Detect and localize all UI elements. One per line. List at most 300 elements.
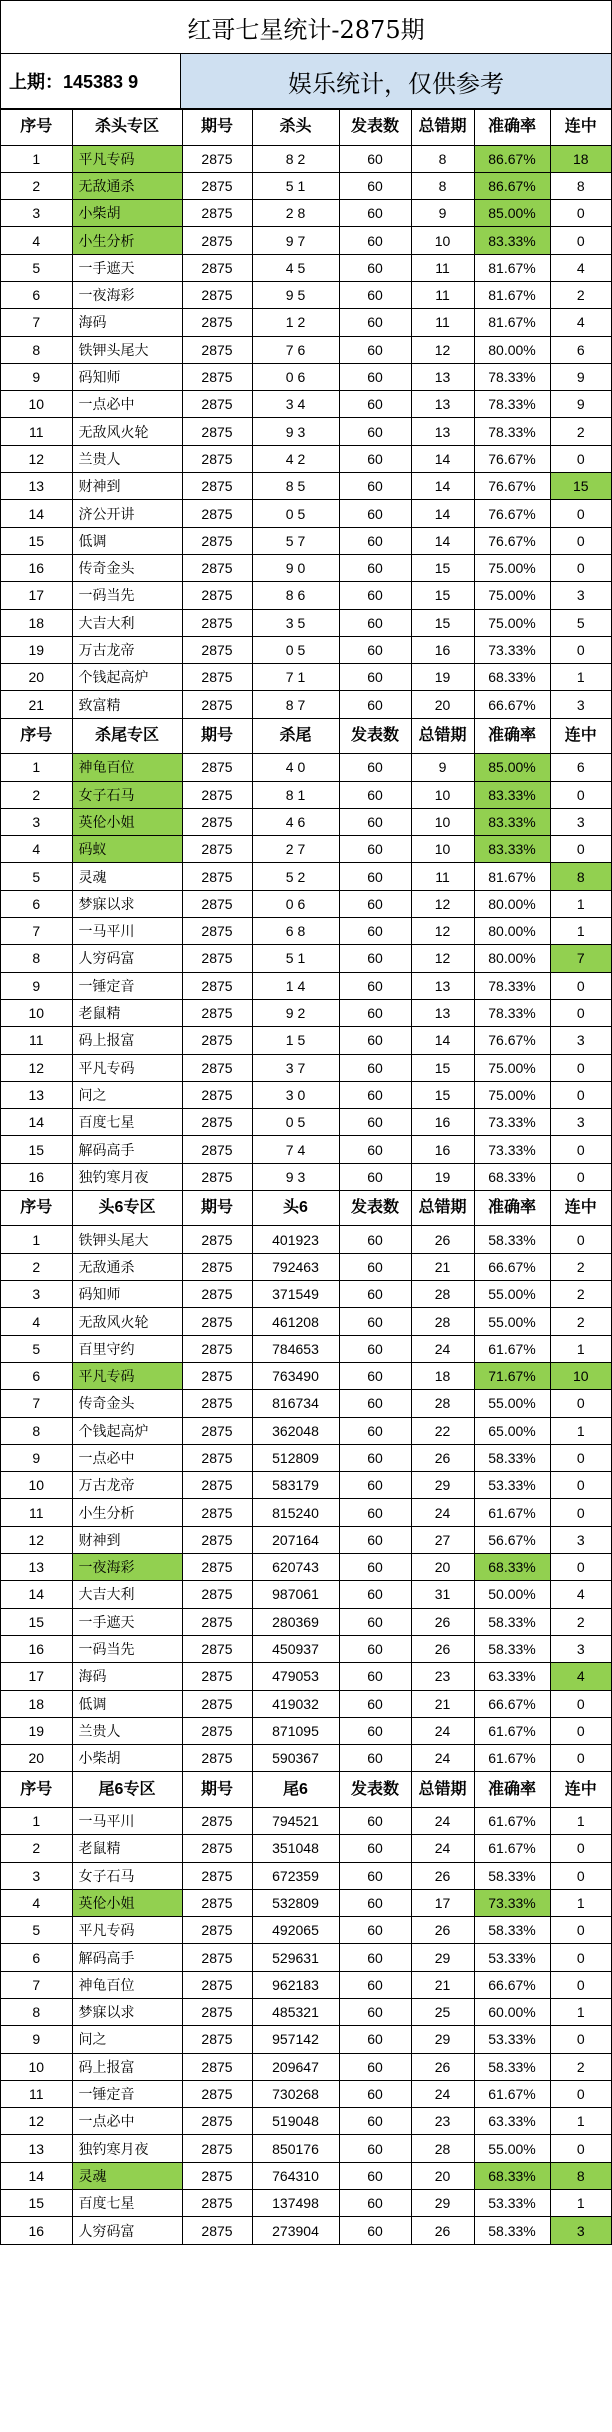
table-row	[1, 391, 611, 418]
table-row	[1, 1390, 611, 1417]
rank-cell: 10	[1, 1472, 72, 1499]
expert-name-cell: 一夜海彩	[72, 1554, 182, 1581]
miss-count-cell: 14	[411, 500, 474, 527]
column-header-period: 期号	[182, 1190, 252, 1226]
rank-cell: 12	[1, 2108, 72, 2135]
expert-name-cell: 一夜海彩	[72, 281, 182, 308]
accuracy-cell: 66.67%	[474, 691, 550, 718]
miss-count-cell: 16	[411, 1136, 474, 1163]
rank-cell: 6	[1, 890, 72, 917]
table-row	[1, 1081, 611, 1108]
rank-cell: 2	[1, 172, 72, 199]
expert-name-cell: 码知师	[72, 1281, 182, 1308]
pick-cell: 0 5	[252, 500, 339, 527]
stats-table-body	[1, 110, 611, 2245]
expert-name-cell: 大吉大利	[72, 609, 182, 636]
miss-count-cell: 12	[411, 918, 474, 945]
post-count-cell: 60	[339, 1835, 411, 1862]
pick-cell: 957142	[252, 2026, 339, 2053]
table-row	[1, 1136, 611, 1163]
miss-count-cell: 26	[411, 1608, 474, 1635]
table-row	[1, 609, 611, 636]
post-count-cell: 60	[339, 391, 411, 418]
table-row	[1, 1690, 611, 1717]
period-cell: 2875	[182, 808, 252, 835]
post-count-cell: 60	[339, 1226, 411, 1253]
expert-name-cell: 一马平川	[72, 918, 182, 945]
expert-name-cell: 码上报富	[72, 2053, 182, 2080]
column-header-rank: 序号	[1, 1772, 72, 1808]
period-cell: 2875	[182, 227, 252, 254]
accuracy-cell: 76.67%	[474, 527, 550, 554]
rank-cell: 9	[1, 972, 72, 999]
miss-count-cell: 29	[411, 2190, 474, 2217]
win-streak-cell: 3	[550, 1635, 611, 1662]
miss-count-cell: 29	[411, 1944, 474, 1971]
pick-cell: 850176	[252, 2135, 339, 2162]
pick-cell: 3 4	[252, 391, 339, 418]
expert-name-cell: 一点必中	[72, 391, 182, 418]
accuracy-cell: 81.67%	[474, 309, 550, 336]
expert-name-cell: 个钱起高炉	[72, 664, 182, 691]
expert-name-cell: 百里守约	[72, 1335, 182, 1362]
column-header-miss-count: 总错期	[411, 1772, 474, 1808]
pick-cell: 7 1	[252, 664, 339, 691]
pick-cell: 273904	[252, 2217, 339, 2244]
table-row	[1, 172, 611, 199]
period-cell: 2875	[182, 636, 252, 663]
miss-count-cell: 24	[411, 1335, 474, 1362]
period-cell: 2875	[182, 1745, 252, 1772]
pick-cell: 4 0	[252, 754, 339, 781]
accuracy-cell: 81.67%	[474, 281, 550, 308]
table-row	[1, 1554, 611, 1581]
column-header-accuracy: 准确率	[474, 110, 550, 146]
miss-count-cell: 13	[411, 999, 474, 1026]
accuracy-cell: 71.67%	[474, 1362, 550, 1389]
accuracy-cell: 73.33%	[474, 1109, 550, 1136]
miss-count-cell: 21	[411, 1971, 474, 1998]
accuracy-cell: 58.33%	[474, 1635, 550, 1662]
win-streak-cell: 9	[550, 391, 611, 418]
post-count-cell: 60	[339, 918, 411, 945]
expert-name-cell: 小生分析	[72, 1499, 182, 1526]
win-streak-cell: 0	[550, 2135, 611, 2162]
table-row	[1, 1581, 611, 1608]
win-streak-cell: 0	[550, 999, 611, 1026]
pick-cell: 5 2	[252, 863, 339, 890]
post-count-cell: 60	[339, 1807, 411, 1834]
miss-count-cell: 29	[411, 1472, 474, 1499]
period-cell: 2875	[182, 200, 252, 227]
accuracy-cell: 61.67%	[474, 1835, 550, 1862]
post-count-cell: 60	[339, 281, 411, 308]
accuracy-cell: 80.00%	[474, 918, 550, 945]
rank-cell: 5	[1, 863, 72, 890]
rank-cell: 13	[1, 1081, 72, 1108]
accuracy-cell: 75.00%	[474, 554, 550, 581]
pick-cell: 0 5	[252, 636, 339, 663]
miss-count-cell: 28	[411, 1281, 474, 1308]
expert-name-cell: 码上报富	[72, 1027, 182, 1054]
miss-count-cell: 15	[411, 609, 474, 636]
win-streak-cell: 0	[550, 1717, 611, 1744]
table-row	[1, 2190, 611, 2217]
post-count-cell: 60	[339, 527, 411, 554]
table-row	[1, 1472, 611, 1499]
period-cell: 2875	[182, 1444, 252, 1471]
expert-name-cell: 小柴胡	[72, 1745, 182, 1772]
rank-cell: 4	[1, 1889, 72, 1916]
table-row	[1, 2162, 611, 2189]
expert-name-cell: 一手遮天	[72, 1608, 182, 1635]
table-row	[1, 918, 611, 945]
table-row	[1, 890, 611, 917]
expert-name-cell: 传奇金头	[72, 1390, 182, 1417]
accuracy-cell: 55.00%	[474, 1281, 550, 1308]
expert-name-cell: 传奇金头	[72, 554, 182, 581]
miss-count-cell: 12	[411, 890, 474, 917]
post-count-cell: 60	[339, 473, 411, 500]
win-streak-cell: 1	[550, 664, 611, 691]
table-row	[1, 972, 611, 999]
table-row	[1, 336, 611, 363]
period-cell: 2875	[182, 1608, 252, 1635]
pick-cell: 816734	[252, 1390, 339, 1417]
table-row	[1, 1054, 611, 1081]
miss-count-cell: 26	[411, 1917, 474, 1944]
expert-name-cell: 低调	[72, 527, 182, 554]
post-count-cell: 60	[339, 2135, 411, 2162]
period-cell: 2875	[182, 1081, 252, 1108]
table-row	[1, 1635, 611, 1662]
period-cell: 2875	[182, 1226, 252, 1253]
period-cell: 2875	[182, 2108, 252, 2135]
accuracy-cell: 83.33%	[474, 781, 550, 808]
table-row	[1, 309, 611, 336]
table-row	[1, 863, 611, 890]
post-count-cell: 60	[339, 363, 411, 390]
post-count-cell: 60	[339, 1362, 411, 1389]
table-row	[1, 1917, 611, 1944]
pick-cell: 519048	[252, 2108, 339, 2135]
win-streak-cell: 0	[550, 2026, 611, 2053]
miss-count-cell: 31	[411, 1581, 474, 1608]
pick-cell: 4 5	[252, 254, 339, 281]
expert-name-cell: 老鼠精	[72, 999, 182, 1026]
accuracy-cell: 61.67%	[474, 1499, 550, 1526]
post-count-cell: 60	[339, 1444, 411, 1471]
rank-cell: 1	[1, 754, 72, 781]
period-cell: 2875	[182, 554, 252, 581]
miss-count-cell: 15	[411, 1054, 474, 1081]
pick-cell: 9 7	[252, 227, 339, 254]
table-row	[1, 500, 611, 527]
rank-cell: 3	[1, 808, 72, 835]
win-streak-cell: 0	[550, 1444, 611, 1471]
rank-cell: 19	[1, 1717, 72, 1744]
miss-count-cell: 11	[411, 281, 474, 308]
win-streak-cell: 0	[550, 972, 611, 999]
win-streak-cell: 0	[550, 2080, 611, 2107]
expert-name-cell: 海码	[72, 309, 182, 336]
rank-cell: 12	[1, 1054, 72, 1081]
win-streak-cell: 1	[550, 1417, 611, 1444]
win-streak-cell: 0	[550, 500, 611, 527]
column-header-pick: 杀尾	[252, 718, 339, 754]
accuracy-cell: 83.33%	[474, 836, 550, 863]
miss-count-cell: 26	[411, 1862, 474, 1889]
rank-cell: 14	[1, 1109, 72, 1136]
accuracy-cell: 65.00%	[474, 1417, 550, 1444]
column-header-expert-name: 尾6专区	[72, 1772, 182, 1808]
accuracy-cell: 66.67%	[474, 1253, 550, 1280]
miss-count-cell: 9	[411, 200, 474, 227]
table-row	[1, 281, 611, 308]
win-streak-cell: 4	[550, 1581, 611, 1608]
rank-cell: 5	[1, 1917, 72, 1944]
table-row	[1, 2026, 611, 2053]
miss-count-cell: 14	[411, 473, 474, 500]
pick-cell: 1 4	[252, 972, 339, 999]
accuracy-cell: 63.33%	[474, 1663, 550, 1690]
win-streak-cell: 2	[550, 1281, 611, 1308]
post-count-cell: 60	[339, 1472, 411, 1499]
rank-cell: 7	[1, 1390, 72, 1417]
expert-name-cell: 小生分析	[72, 227, 182, 254]
rank-cell: 16	[1, 554, 72, 581]
accuracy-cell: 68.33%	[474, 664, 550, 691]
rank-cell: 16	[1, 1163, 72, 1190]
post-count-cell: 60	[339, 1335, 411, 1362]
accuracy-cell: 78.33%	[474, 972, 550, 999]
rank-cell: 4	[1, 836, 72, 863]
period-cell: 2875	[182, 1635, 252, 1662]
rank-cell: 5	[1, 254, 72, 281]
win-streak-cell: 2	[550, 418, 611, 445]
period-cell: 2875	[182, 582, 252, 609]
rank-cell: 18	[1, 609, 72, 636]
accuracy-cell: 66.67%	[474, 1971, 550, 1998]
period-cell: 2875	[182, 1027, 252, 1054]
miss-count-cell: 10	[411, 808, 474, 835]
miss-count-cell: 19	[411, 664, 474, 691]
rank-cell: 20	[1, 1745, 72, 1772]
post-count-cell: 60	[339, 1417, 411, 1444]
accuracy-cell: 61.67%	[474, 2080, 550, 2107]
expert-name-cell: 济公开讲	[72, 500, 182, 527]
accuracy-cell: 68.33%	[474, 1163, 550, 1190]
accuracy-cell: 83.33%	[474, 808, 550, 835]
expert-name-cell: 兰贵人	[72, 1717, 182, 1744]
accuracy-cell: 53.33%	[474, 1944, 550, 1971]
accuracy-cell: 68.33%	[474, 2162, 550, 2189]
table-row	[1, 363, 611, 390]
win-streak-cell: 18	[550, 145, 611, 172]
miss-count-cell: 24	[411, 1499, 474, 1526]
post-count-cell: 60	[339, 945, 411, 972]
post-count-cell: 60	[339, 2080, 411, 2107]
miss-count-cell: 15	[411, 582, 474, 609]
rank-cell: 10	[1, 2053, 72, 2080]
win-streak-cell: 1	[550, 890, 611, 917]
period-cell: 2875	[182, 999, 252, 1026]
win-streak-cell: 1	[550, 1335, 611, 1362]
rank-cell: 20	[1, 664, 72, 691]
table-row	[1, 1944, 611, 1971]
win-streak-cell: 0	[550, 1081, 611, 1108]
miss-count-cell: 14	[411, 527, 474, 554]
win-streak-cell: 0	[550, 227, 611, 254]
win-streak-cell: 0	[550, 1862, 611, 1889]
table-row	[1, 1835, 611, 1862]
miss-count-cell: 20	[411, 1554, 474, 1581]
accuracy-cell: 78.33%	[474, 999, 550, 1026]
pick-cell: 7 6	[252, 336, 339, 363]
rank-cell: 7	[1, 918, 72, 945]
table-row	[1, 1807, 611, 1834]
win-streak-cell: 3	[550, 1027, 611, 1054]
accuracy-cell: 80.00%	[474, 945, 550, 972]
pick-cell: 0 5	[252, 1109, 339, 1136]
rank-cell: 9	[1, 1444, 72, 1471]
column-header-rank: 序号	[1, 110, 72, 146]
rank-cell: 16	[1, 2217, 72, 2244]
table-row	[1, 1717, 611, 1744]
rank-cell: 9	[1, 2026, 72, 2053]
pick-cell: 1 2	[252, 309, 339, 336]
win-streak-cell: 4	[550, 309, 611, 336]
accuracy-cell: 76.67%	[474, 1027, 550, 1054]
rank-cell: 1	[1, 1226, 72, 1253]
win-streak-cell: 0	[550, 1971, 611, 1998]
expert-name-cell: 一点必中	[72, 1444, 182, 1471]
expert-name-cell: 梦寐以求	[72, 890, 182, 917]
win-streak-cell: 3	[550, 691, 611, 718]
miss-count-cell: 21	[411, 1253, 474, 1280]
table-row	[1, 2108, 611, 2135]
expert-name-cell: 解码高手	[72, 1944, 182, 1971]
miss-count-cell: 13	[411, 418, 474, 445]
accuracy-cell: 75.00%	[474, 1081, 550, 1108]
period-cell: 2875	[182, 1554, 252, 1581]
pick-cell: 620743	[252, 1554, 339, 1581]
pick-cell: 479053	[252, 1663, 339, 1690]
period-cell: 2875	[182, 445, 252, 472]
post-count-cell: 60	[339, 554, 411, 581]
column-header-win-streak: 连中	[550, 1190, 611, 1226]
post-count-cell: 60	[339, 890, 411, 917]
period-cell: 2875	[182, 1889, 252, 1916]
pick-cell: 583179	[252, 1472, 339, 1499]
table-row	[1, 1444, 611, 1471]
rank-cell: 7	[1, 309, 72, 336]
post-count-cell: 60	[339, 1999, 411, 2026]
post-count-cell: 60	[339, 1635, 411, 1662]
accuracy-cell: 58.33%	[474, 1608, 550, 1635]
post-count-cell: 60	[339, 1717, 411, 1744]
rank-cell: 17	[1, 1663, 72, 1690]
pick-cell: 5 1	[252, 945, 339, 972]
pick-cell: 485321	[252, 1999, 339, 2026]
expert-name-cell: 万古龙帝	[72, 1472, 182, 1499]
accuracy-cell: 75.00%	[474, 1054, 550, 1081]
period-cell: 2875	[182, 2135, 252, 2162]
post-count-cell: 60	[339, 1889, 411, 1916]
period-cell: 2875	[182, 309, 252, 336]
column-header-expert-name: 杀头专区	[72, 110, 182, 146]
post-count-cell: 60	[339, 1862, 411, 1889]
table-row	[1, 945, 611, 972]
post-count-cell: 60	[339, 336, 411, 363]
post-count-cell: 60	[339, 781, 411, 808]
rank-cell: 14	[1, 500, 72, 527]
period-cell: 2875	[182, 2080, 252, 2107]
miss-count-cell: 28	[411, 2135, 474, 2162]
rank-cell: 15	[1, 1136, 72, 1163]
miss-count-cell: 26	[411, 1635, 474, 1662]
miss-count-cell: 12	[411, 336, 474, 363]
expert-name-cell: 财神到	[72, 473, 182, 500]
miss-count-cell: 10	[411, 836, 474, 863]
post-count-cell: 60	[339, 2108, 411, 2135]
post-count-cell: 60	[339, 500, 411, 527]
post-count-cell: 60	[339, 1308, 411, 1335]
post-count-cell: 60	[339, 836, 411, 863]
table-row	[1, 582, 611, 609]
pick-cell: 529631	[252, 1944, 339, 1971]
expert-name-cell: 灵魂	[72, 2162, 182, 2189]
table-row	[1, 1226, 611, 1253]
period-cell: 2875	[182, 2217, 252, 2244]
table-row	[1, 781, 611, 808]
accuracy-cell: 56.67%	[474, 1526, 550, 1553]
accuracy-cell: 73.33%	[474, 1889, 550, 1916]
expert-name-cell: 万古龙帝	[72, 636, 182, 663]
period-cell: 2875	[182, 863, 252, 890]
expert-name-cell: 码知师	[72, 363, 182, 390]
table-row	[1, 2135, 611, 2162]
accuracy-cell: 55.00%	[474, 2135, 550, 2162]
expert-name-cell: 码蚁	[72, 836, 182, 863]
info-row	[1, 54, 611, 109]
period-cell: 2875	[182, 1417, 252, 1444]
rank-cell: 4	[1, 1308, 72, 1335]
column-header-miss-count: 总错期	[411, 110, 474, 146]
table-row	[1, 1308, 611, 1335]
rank-cell: 11	[1, 1499, 72, 1526]
pick-cell: 5 1	[252, 172, 339, 199]
expert-name-cell: 一马平川	[72, 1807, 182, 1834]
pick-cell: 8 1	[252, 781, 339, 808]
miss-count-cell: 13	[411, 363, 474, 390]
win-streak-cell: 6	[550, 336, 611, 363]
period-cell: 2875	[182, 918, 252, 945]
period-cell: 2875	[182, 1308, 252, 1335]
period-cell: 2875	[182, 1472, 252, 1499]
accuracy-cell: 55.00%	[474, 1308, 550, 1335]
rank-cell: 10	[1, 391, 72, 418]
miss-count-cell: 28	[411, 1390, 474, 1417]
period-cell: 2875	[182, 1717, 252, 1744]
rank-cell: 13	[1, 2135, 72, 2162]
post-count-cell: 60	[339, 2217, 411, 2244]
post-count-cell: 60	[339, 1917, 411, 1944]
column-header-accuracy: 准确率	[474, 718, 550, 754]
rank-cell: 3	[1, 1281, 72, 1308]
accuracy-cell: 61.67%	[474, 1717, 550, 1744]
period-cell: 2875	[182, 2162, 252, 2189]
